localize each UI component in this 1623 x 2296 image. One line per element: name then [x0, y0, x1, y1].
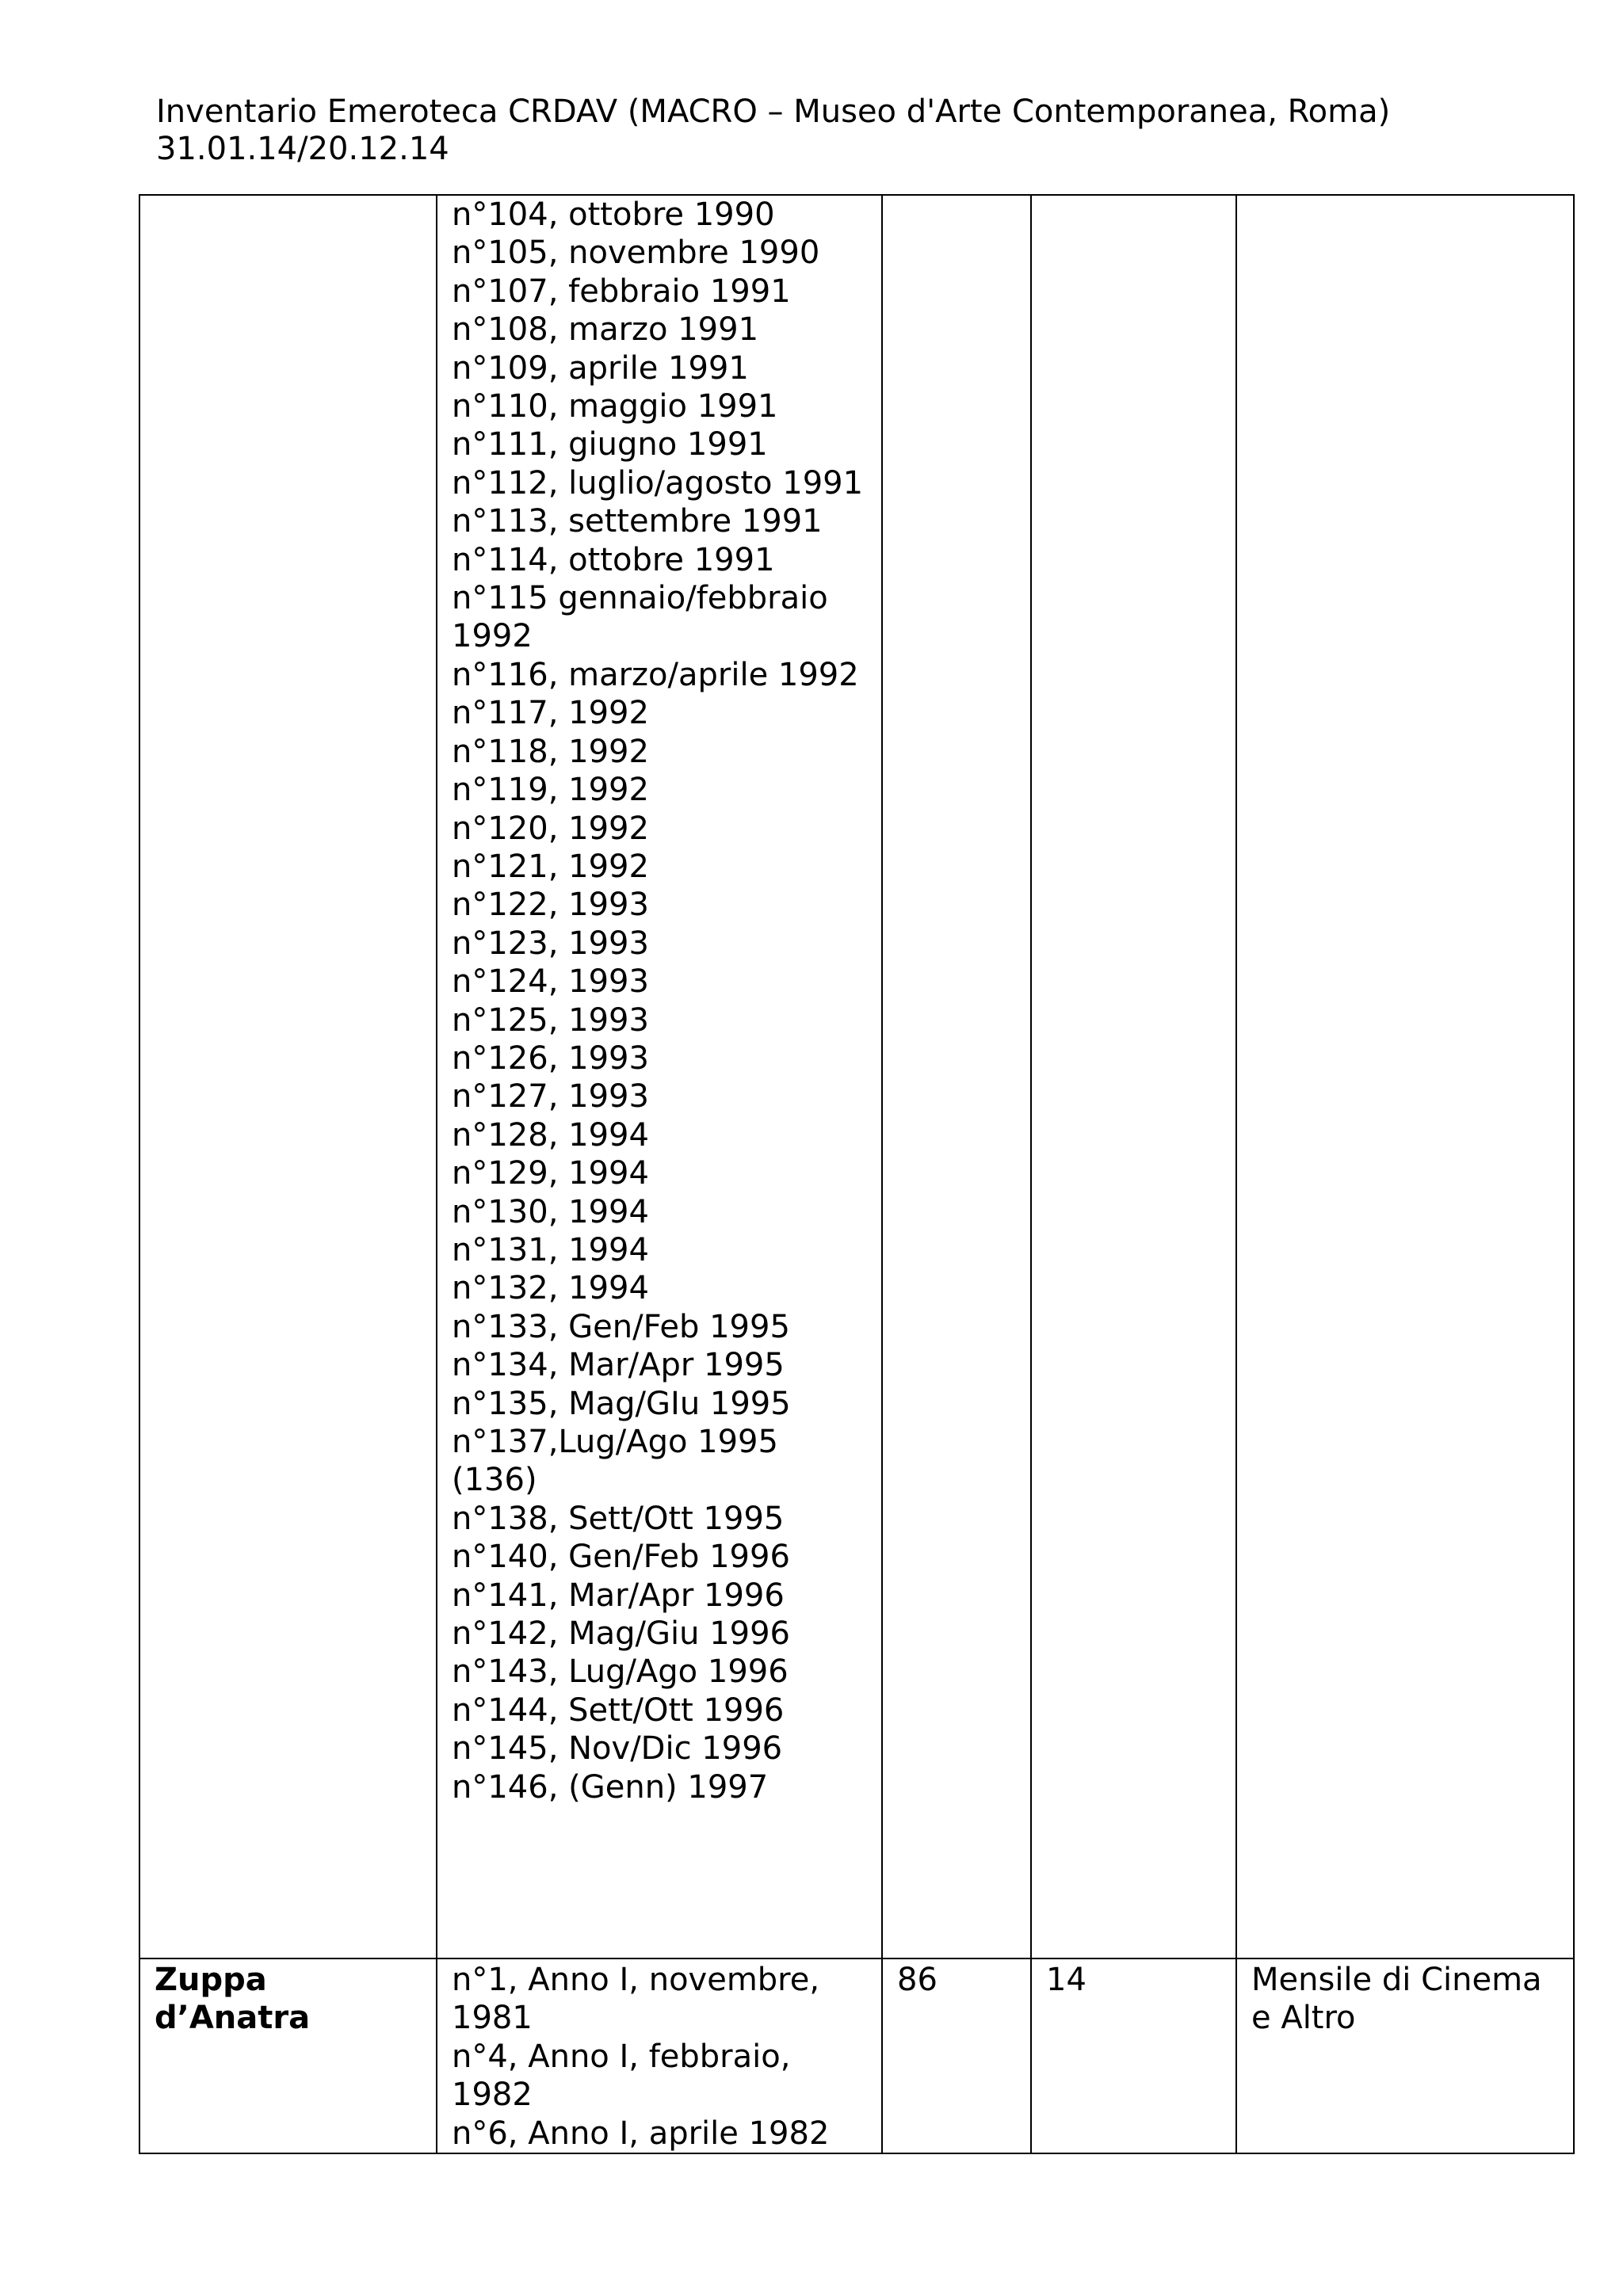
issue-entry: n°125, 1993 [452, 1001, 649, 1039]
issue-list [452, 1961, 867, 2153]
issue-entry: n°104, ottobre 1990 [452, 196, 775, 233]
issue-entry: n°141, Mar/Apr 1996 [452, 1577, 785, 1614]
issue-entry: n°137,Lug/Ago 1995 (136) [452, 1424, 778, 1499]
issue-entry: n°113, settembre 1991 [452, 503, 823, 540]
issue-entry: n°107, febbraio 1991 [452, 273, 791, 310]
issue-entry: n°143, Lug/Ago 1996 [452, 1653, 789, 1691]
issue-entry: n°1, Anno I, novembre, 1981 [452, 1962, 820, 2037]
cell-issues [437, 1958, 882, 2153]
cell-count-a [882, 195, 1031, 1958]
issue-entry: n°144, Sett/Ott 1996 [452, 1691, 785, 1729]
issue-entry: n°122, 1993 [452, 887, 649, 924]
issue-entry: n°127, 1993 [452, 1078, 649, 1116]
issue-entry: n°4, Anno I, febbraio, 1982 [452, 2038, 791, 2114]
cell-title [139, 195, 437, 1958]
page-header [156, 93, 1390, 168]
issue-list [452, 196, 867, 1806]
table-row [139, 195, 1574, 1958]
cell-count-b: 14 [1031, 1958, 1236, 2153]
cell-notes: Mensile di Cinema e Altro [1236, 1958, 1574, 2153]
issue-entry: n°116, marzo/aprile 1992 [452, 656, 859, 693]
cell-title [139, 1958, 437, 2153]
issue-entry: n°131, 1994 [452, 1231, 649, 1268]
issue-entry: n°112, luglio/agosto 1991 [452, 464, 864, 502]
issue-entry: n°111, giugno 1991 [452, 426, 768, 463]
issue-entry: n°146, (Genn) 1997 [452, 1768, 769, 1806]
issue-entry: n°126, 1993 [452, 1039, 649, 1077]
cell-count-a: 86 [882, 1958, 1031, 2153]
issue-entry: n°118, 1992 [452, 733, 649, 770]
issue-entry: n°129, 1994 [452, 1155, 649, 1192]
issue-entry: n°117, 1992 [452, 695, 649, 732]
issue-entry: n°128, 1994 [452, 1116, 649, 1154]
issue-entry: n°119, 1992 [452, 772, 649, 809]
issue-entry: n°145, Nov/Dic 1996 [452, 1730, 783, 1768]
issue-entry: n°132, 1994 [452, 1270, 649, 1307]
cell-count-b [1031, 195, 1236, 1958]
periodical-title: Zuppa d’Anatra [155, 1962, 311, 2037]
issue-entry: n°134, Mar/Apr 1995 [452, 1347, 785, 1384]
issue-entry: n°135, Mag/GIu 1995 [452, 1385, 791, 1422]
issue-entry: n°105, novembre 1990 [452, 235, 820, 272]
issue-entry: n°130, 1994 [452, 1193, 649, 1230]
issue-entry: n°109, aprile 1991 [452, 349, 749, 387]
table-row [139, 1958, 1574, 2153]
issue-entry: n°124, 1993 [452, 963, 649, 1001]
issue-entry: n°121, 1992 [452, 848, 649, 885]
cell-issues [437, 195, 882, 1958]
issue-entry: n°133, Gen/Feb 1995 [452, 1308, 790, 1345]
issue-entry: n°114, ottobre 1991 [452, 541, 775, 578]
issue-entry: n°110, maggio 1991 [452, 388, 778, 425]
issue-entry: n°140, Gen/Feb 1996 [452, 1539, 790, 1576]
header-title: Inventario Emeroteca CRDAV (MACRO – Museo d'Arte Contemporanea, Roma) [156, 93, 1391, 130]
issue-entry: n°120, 1992 [452, 810, 649, 847]
issue-entry: n°108, marzo 1991 [452, 311, 759, 349]
issue-entry: n°115 gennaio/febbraio 1992 [452, 580, 828, 655]
issue-entry: n°142, Mag/Giu 1996 [452, 1615, 790, 1653]
inventory-table [139, 194, 1575, 2154]
header-date-range: 31.01.14/20.12.14 [156, 131, 449, 167]
issue-entry: n°123, 1993 [452, 925, 649, 962]
issue-entry: n°6, Anno I, aprile 1982 [452, 2115, 830, 2152]
cell-notes [1236, 195, 1574, 1958]
issue-entry: n°138, Sett/Ott 1995 [452, 1500, 785, 1537]
